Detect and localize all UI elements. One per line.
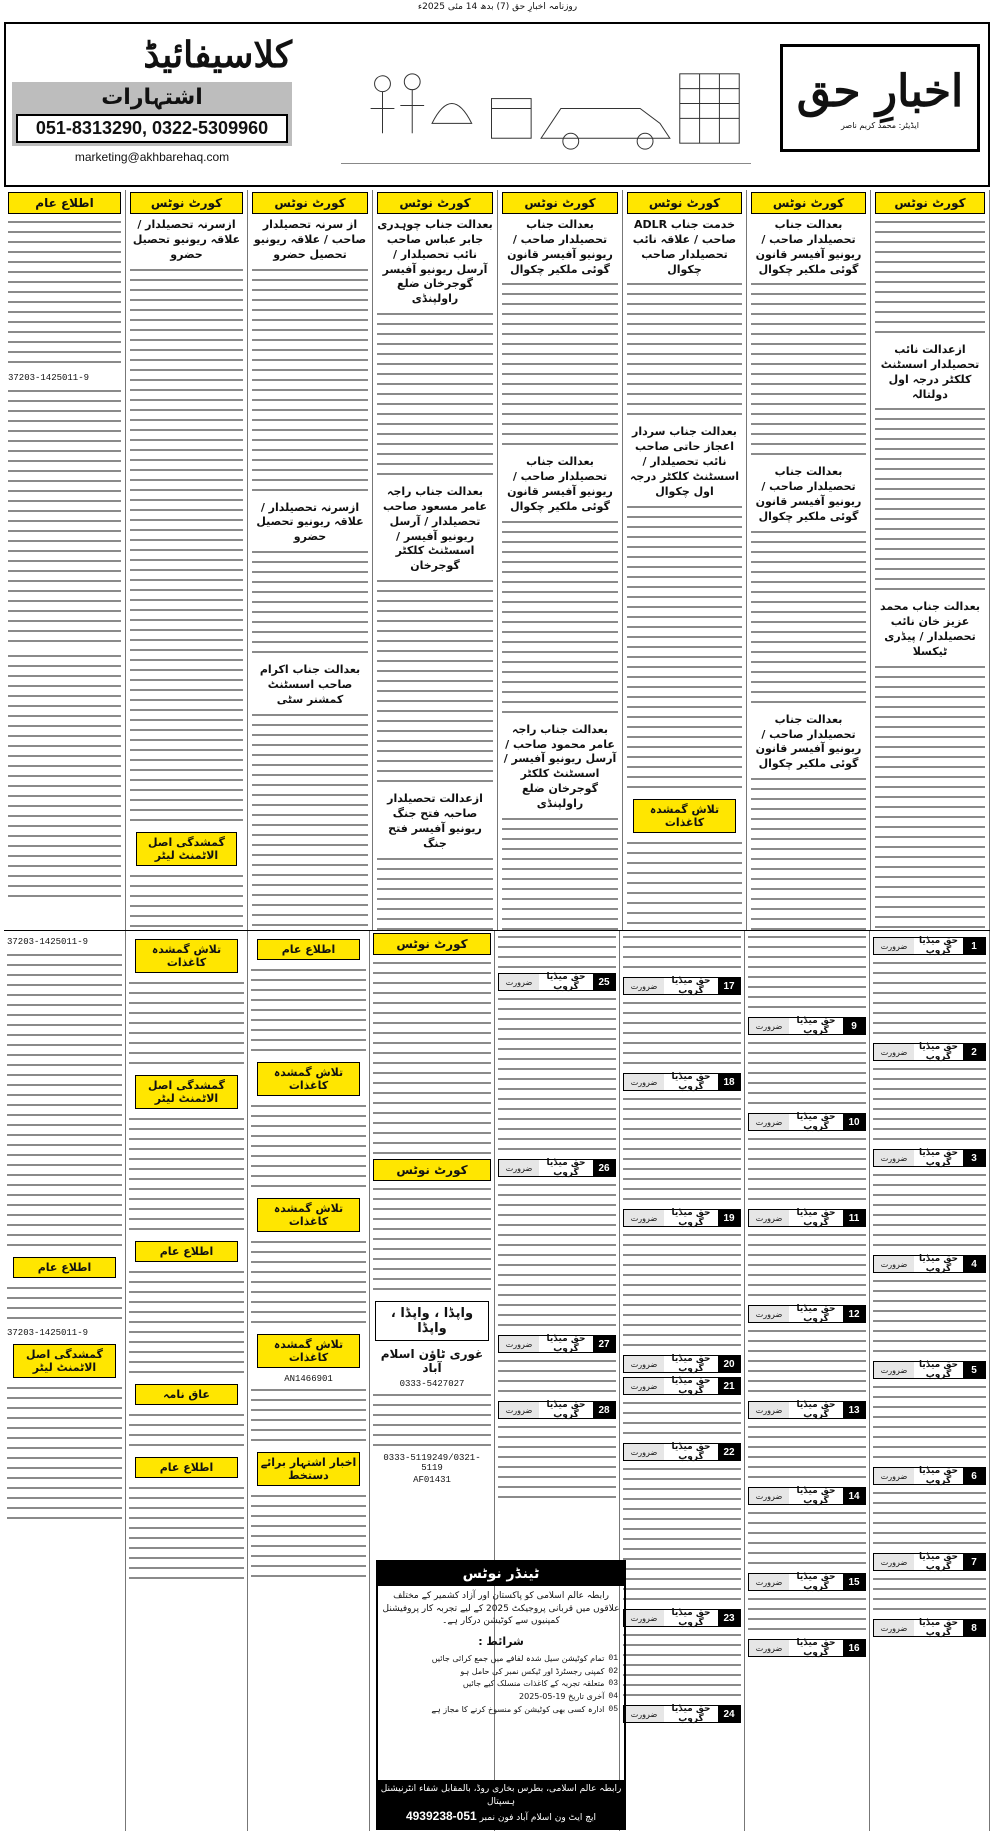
newspaper-logo bbox=[780, 44, 980, 152]
ad-code: AF01431 bbox=[413, 1475, 451, 1485]
media-ads-column-3 bbox=[620, 931, 745, 1831]
wapda-ad-title: واپڈا ، واپڈا ، واپڈا bbox=[375, 1301, 489, 1341]
signature-notice-tag: اخبار اشتہار برائے دستخط bbox=[257, 1452, 360, 1486]
editor-line: ایڈیٹر: محمد کریم ناصر bbox=[841, 121, 919, 130]
notices-column-6-lower bbox=[248, 931, 370, 1831]
notice-subhead: ازعدالت نائب تحصیلدار اسسٹنٹ کلکٹر درجہ اول دولتالہ bbox=[880, 343, 980, 401]
notice-subhead: ازعدالت تحصیلدار صاحبہ فتح جنگ ریونیو آفیسر فتح جنگ bbox=[387, 792, 483, 850]
notice-subhead: بعدالت جناب تحصیلدار صاحب / ریونیو آفیسر قانون گوئی ملکیر چکوال bbox=[507, 218, 613, 276]
masthead bbox=[4, 22, 990, 187]
lost-documents-tag: تلاش گمشدہ کاغذات bbox=[135, 939, 238, 973]
tender-title: ٹینڈر نوٹس bbox=[378, 1562, 624, 1586]
logo-text: اخبارِ حق bbox=[796, 66, 964, 117]
notice-column-7 bbox=[126, 190, 248, 930]
tender-condition: 03 متعلقہ تجربہ کے کاغذات منسلک کیے جائیں bbox=[462, 1679, 618, 1689]
media-ad-header[interactable]: 2 حق میڈیا گروپ ضرورت bbox=[873, 1043, 986, 1061]
notice-subhead: بعدالت جناب سردار اعجاز حاتی صاحب نائب تحصیلدار / اسسٹنٹ کلکٹر درجہ اول چکوال bbox=[629, 425, 740, 498]
media-ad-header[interactable]: 15 حق میڈیا گروپ ضرورت bbox=[748, 1573, 866, 1591]
column-heading: کورٹ نوٹس bbox=[373, 933, 491, 955]
notice-subhead: بعدالت جناب راجہ عامر محمود صاحب / آرسل ریونیو آفیسر / اسسٹنٹ کلکٹر گوجرخان ضلع راولپنڈی bbox=[503, 722, 617, 810]
media-ad-header[interactable]: 28 حق میڈیا گروپ ضرورت bbox=[498, 1401, 616, 1419]
classified-box bbox=[12, 34, 292, 164]
wedding-car-building-sketch-icon bbox=[341, 54, 751, 163]
notice-subhead: ازسرنہ تحصیلدار / علاقہ ریونیو تحصیل حضرو bbox=[132, 218, 241, 261]
upper-notice-columns bbox=[4, 190, 990, 930]
notice-column-5 bbox=[373, 190, 498, 930]
notice-column-6 bbox=[248, 190, 373, 930]
column-heading: کورٹ نوٹس bbox=[627, 192, 742, 214]
classified-email[interactable]: marketing@akhbarehaq.com bbox=[74, 150, 230, 164]
column-heading: کورٹ نوٹس bbox=[373, 1159, 491, 1181]
classified-title: کلاسیفائیڈ bbox=[143, 34, 292, 76]
colony-ad-title: غوری ٹاؤن اسلام آباد bbox=[380, 1347, 484, 1375]
notice-column-3 bbox=[623, 190, 747, 930]
lost-documents-tag: تلاش گمشدہ کاغذات bbox=[633, 799, 736, 833]
lost-documents-tag: تلاش گمشدہ کاغذات bbox=[257, 1334, 360, 1368]
media-ads-column-2 bbox=[745, 931, 870, 1831]
lost-documents-tag: تلاش گمشدہ کاغذات bbox=[257, 1062, 360, 1096]
column-heading: کورٹ نوٹس bbox=[502, 192, 618, 214]
column-heading: کورٹ نوٹس bbox=[751, 192, 866, 214]
tender-footer: رابطہ عالم اسلامی، بطرس بخاری روڈ، بالمقابل شفاء انٹرنیشنل ہسپتال ایچ ایٹ ون اسلام آباد فون نمبر 051-4939238 bbox=[378, 1780, 624, 1828]
media-ad-header[interactable]: 7 حق میڈیا گروپ ضرورت bbox=[873, 1553, 986, 1571]
phone-number: 0333-5427027 bbox=[399, 1379, 465, 1389]
notice-subhead: بعدالت جناب محمد عزیز خان نائب تحصیلدار / پیڈری ٹیکسلا bbox=[880, 600, 980, 658]
media-ad-header[interactable]: 22 حق میڈیا گروپ ضرورت bbox=[623, 1443, 741, 1461]
column-heading: اطلاع عام bbox=[8, 192, 121, 214]
lost-documents-tag: تلاش گمشدہ کاغذات bbox=[257, 1198, 360, 1232]
media-ads-column-1 bbox=[870, 931, 990, 1831]
media-ad-header[interactable]: 12 حق میڈیا گروپ ضرورت bbox=[748, 1305, 866, 1323]
column-heading: کورٹ نوٹس bbox=[875, 192, 985, 214]
media-ad-header[interactable]: 21 حق میڈیا گروپ ضرورت bbox=[623, 1377, 741, 1395]
lost-allotment-tag: گمشدگی اصل الاٹمنٹ لیٹر bbox=[136, 832, 237, 866]
cnic-reference: 37203-1425011-9 bbox=[7, 937, 89, 947]
classified-banner bbox=[12, 82, 292, 146]
notice-column-2 bbox=[747, 190, 871, 930]
media-ad-header[interactable]: 24 حق میڈیا گروپ ضرورت bbox=[623, 1705, 741, 1723]
media-ad-header[interactable]: 1 حق میڈیا گروپ ضرورت bbox=[873, 937, 986, 955]
tender-phone: 051-4939238 bbox=[405, 1809, 477, 1824]
media-ad-header[interactable]: 19 حق میڈیا گروپ ضرورت bbox=[623, 1209, 741, 1227]
notice-subhead: خدمت جناب ADLR صاحب / علاقہ نائب تحصیلدار صاحب چکوال bbox=[632, 218, 737, 276]
media-ad-header[interactable]: 4 حق میڈیا گروپ ضرورت bbox=[873, 1255, 986, 1273]
notice-column-8 bbox=[4, 190, 126, 930]
media-ad-header[interactable]: 20 حق میڈیا گروپ ضرورت bbox=[623, 1355, 741, 1373]
notice-subhead: بعدالت جناب تحصیلدار صاحب / ریونیو آفیسر قانون گوئی ملکیر چکوال bbox=[507, 455, 613, 513]
tender-notice bbox=[376, 1560, 626, 1830]
media-ad-header[interactable]: 10 حق میڈیا گروپ ضرورت bbox=[748, 1113, 866, 1131]
tender-intro: رابطہ عالم اسلامی کو پاکستان اور آزاد کشمیر کے مختلف علاقوں میں قربانی پروجیکٹ 2025 کے لیے تجربہ کار پروفیشنل کمپنیوں سے کوٹیشن درکار ہے۔ bbox=[382, 1591, 620, 1627]
media-ad-header[interactable]: 13 حق میڈیا گروپ ضرورت bbox=[748, 1401, 866, 1419]
tender-conditions-label: شرائط : bbox=[478, 1634, 524, 1648]
reference-number: AN1466901 bbox=[284, 1374, 333, 1384]
cnic-reference: 37203-1425011-9 bbox=[7, 1328, 89, 1338]
media-ad-header[interactable]: 6 حق میڈیا گروپ ضرورت bbox=[873, 1467, 986, 1485]
media-ad-header[interactable]: 17 حق میڈیا گروپ ضرورت bbox=[623, 977, 741, 995]
lost-allotment-tag: گمشدگی اصل الاٹمنٹ لیٹر bbox=[135, 1075, 238, 1109]
media-ad-header[interactable]: 11 حق میڈیا گروپ ضرورت bbox=[748, 1209, 866, 1227]
column-heading: کورٹ نوٹس bbox=[252, 192, 368, 214]
media-ad-header[interactable]: 16 حق میڈیا گروپ ضرورت bbox=[748, 1639, 866, 1657]
notice-subhead: ازسرنہ تحصیلدار / علاقہ ریونیو تحصیل حضرو bbox=[256, 500, 364, 544]
public-notice-tag: اطلاع عام bbox=[135, 1241, 238, 1262]
media-ad-header[interactable]: 18 حق میڈیا گروپ ضرورت bbox=[623, 1073, 741, 1091]
tender-condition: 04 آخری تاریخ 19-05-2025 bbox=[519, 1692, 618, 1702]
media-ad-header[interactable]: 5 حق میڈیا گروپ ضرورت bbox=[873, 1361, 986, 1379]
lost-allotment-tag: گمشدگی اصل الاٹمنٹ لیٹر bbox=[13, 1344, 116, 1378]
column-heading: کورٹ نوٹس bbox=[130, 192, 243, 214]
media-ad-header[interactable]: 3 حق میڈیا گروپ ضرورت bbox=[873, 1149, 986, 1167]
media-ad-header[interactable]: 8 حق میڈیا گروپ ضرورت bbox=[873, 1619, 986, 1637]
notice-subhead: از سرنہ تحصیلدار صاحب / علاقہ ریونیو تحصیل حضرو bbox=[253, 218, 367, 261]
public-notice-tag: اطلاع عام bbox=[257, 939, 360, 960]
public-notice-tag: اطلاع عام bbox=[135, 1457, 238, 1478]
media-ad-header[interactable]: 25 حق میڈیا گروپ ضرورت bbox=[498, 973, 616, 991]
notice-column-1 bbox=[871, 190, 990, 930]
notices-column-7-lower bbox=[126, 931, 248, 1831]
tender-condition: 01 تمام کوٹیشن سیل شدہ لفافے میں جمع کرائی جائیں bbox=[431, 1653, 618, 1663]
notice-subhead: بعدالت جناب تحصیلدار صاحب / ریونیو آفیسر قانون گوئی ملکیر چکوال bbox=[755, 465, 862, 523]
classified-subtitle: اشتہارات bbox=[101, 85, 203, 110]
media-ad-header[interactable]: 9 حق میڈیا گروپ ضرورت bbox=[748, 1017, 866, 1035]
tender-condition: 02 کمپنی رجسٹرڈ اور ٹیکس نمبر کی حامل ہو bbox=[460, 1666, 618, 1676]
tender-condition: 05 ادارہ کسی بھی کوٹیشن کو منسوخ کرنے کا مجاز ہے bbox=[431, 1704, 618, 1714]
notice-subhead: بعدالت جناب چوہدری جابر عباس صاحب نائب تحصیلدار / آرسل ریونیو آفیسر گوجرخان ضلع راولپنڈی bbox=[377, 218, 493, 306]
media-ad-header[interactable]: 23 حق میڈیا گروپ ضرورت bbox=[623, 1609, 741, 1627]
classified-phones: 051-8313290, 0322-5309960 bbox=[16, 114, 288, 143]
tender-conditions bbox=[378, 1651, 624, 1719]
notice-column-4 bbox=[498, 190, 623, 930]
notice-subhead: بعدالت جناب تحصیلدار صاحب / ریونیو آفیسر قانون گوئی ملکیر چکوال bbox=[755, 218, 862, 276]
media-ad-header[interactable]: 14 حق میڈیا گروپ ضرورت bbox=[748, 1487, 866, 1505]
notice-subhead: بعدالت جناب اکرام صاحب اسسٹنٹ کمشنر سٹی bbox=[259, 663, 361, 706]
disinheritance-notice-tag: عاق نامہ bbox=[135, 1384, 238, 1405]
phone-number: 0333-5119249/0321-5119 bbox=[383, 1453, 481, 1473]
dateline: روزنامہ اخبارِ حق (7) بدھ 14 مئی 2025ء bbox=[417, 2, 578, 12]
media-ad-header[interactable]: 27 حق میڈیا گروپ ضرورت bbox=[498, 1335, 616, 1353]
notice-subhead: بعدالت جناب راجہ عامر مسعود صاحب تحصیلدار / آرسل ریونیو آفیسر / اسسٹنٹ کلکٹر گوجرخان bbox=[382, 485, 488, 573]
header-illustration bbox=[341, 54, 751, 164]
notice-subhead: بعدالت جناب تحصیلدار صاحب / ریونیو آفیسر قانون گوئی ملکیر چکوال bbox=[755, 712, 862, 771]
media-ad-header[interactable]: 26 حق میڈیا گروپ ضرورت bbox=[498, 1159, 616, 1177]
column-heading: کورٹ نوٹس bbox=[377, 192, 493, 214]
notices-column-8-lower bbox=[4, 931, 126, 1831]
cnic-reference: 37203-1425011-9 bbox=[8, 373, 90, 383]
public-notice-tag: اطلاع عام bbox=[13, 1257, 116, 1278]
